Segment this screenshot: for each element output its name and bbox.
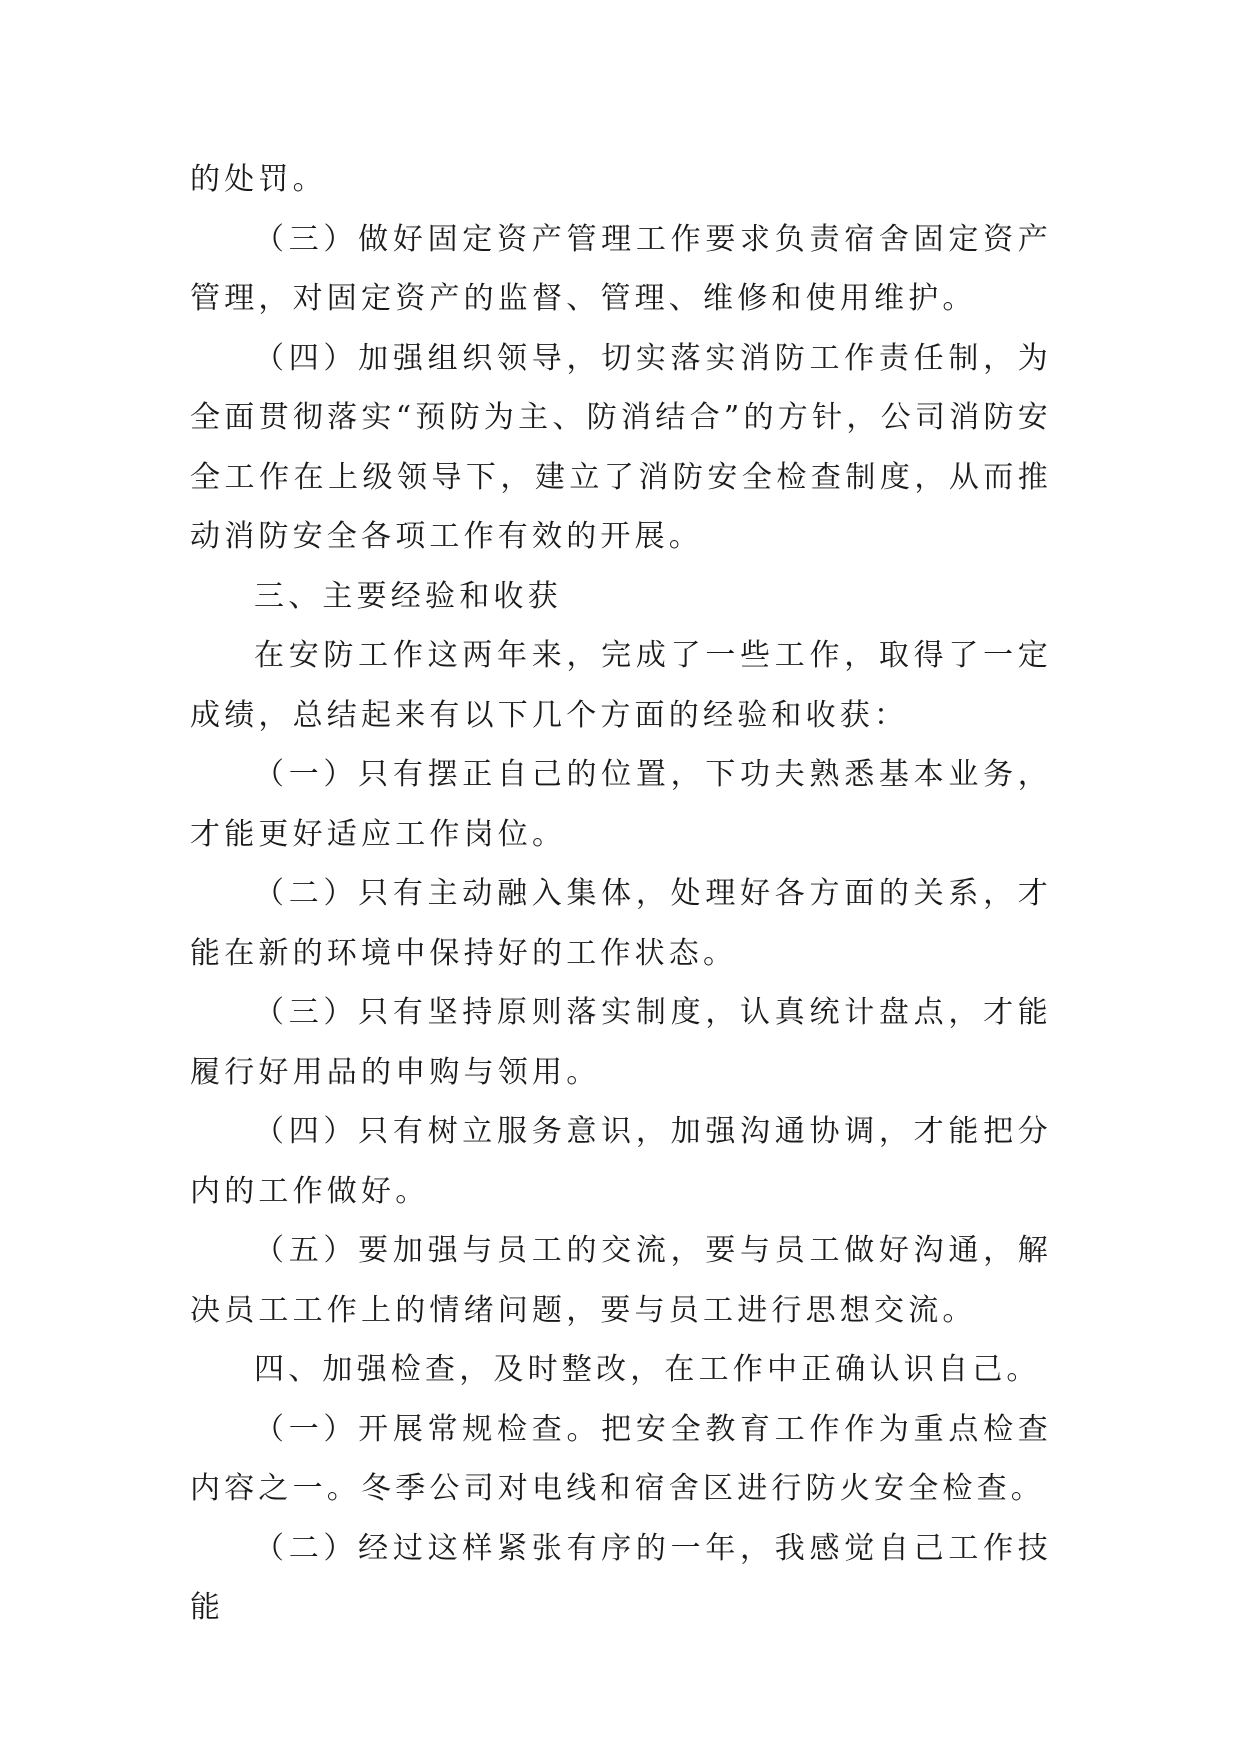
paragraph-experience-2: （二）只有主动融入集体，处理好各方面的关系，才能在新的环境中保持好的工作状态。 bbox=[190, 876, 1052, 971]
paragraph-fire-safety: （四）加强组织领导，切实落实消防工作责任制，为全面贯彻落实“预防为主、防消结合”的方针，公司消防安全工作在上级领导下，建立了消防安全检查制度，从而推动消防安全各项工作有效的开展。 bbox=[190, 340, 1052, 554]
paragraph-experience-intro: 在安防工作这两年来，完成了一些工作，取得了一定成绩，总结起来有以下几个方面的经验和收获： bbox=[190, 638, 1052, 733]
paragraph-inspection-1: （一）开展常规检查。把安全教育工作作为重点检查内容之一。冬季公司对电线和宿舍区进行防火安全检查。 bbox=[190, 1411, 1052, 1506]
paragraph-penalty-end: 的处罚。 bbox=[190, 162, 327, 197]
paragraph-inspection-2: （二）经过这样紧张有序的一年，我感觉自己工作技能 bbox=[190, 1530, 1052, 1625]
section-heading-experience: 三、主要经验和收获 bbox=[254, 578, 562, 614]
paragraph-experience-4: （四）只有树立服务意识，加强沟通协调，才能把分内的工作做好。 bbox=[190, 1114, 1052, 1209]
paragraph-fixed-assets: （三）做好固定资产管理工作要求负责宿舍固定资产管理，对固定资产的监督、管理、维修和使用维护。 bbox=[190, 221, 1052, 316]
paragraph-experience-5: （五）要加强与员工的交流，要与员工做好沟通，解决员工工作上的情绪问题，要与员工进行思想交流。 bbox=[190, 1233, 1052, 1328]
paragraph-experience-3: （三）只有坚持原则落实制度，认真统计盘点，才能履行好用品的申购与领用。 bbox=[190, 995, 1052, 1090]
document-body bbox=[190, 150, 1052, 1638]
section-heading-inspection: 四、加强检查，及时整改，在工作中正确认识自己。 bbox=[254, 1352, 1041, 1387]
paragraph-experience-1: （一）只有摆正自己的位置，下功夫熟悉基本业务，才能更好适应工作岗位。 bbox=[190, 757, 1052, 852]
